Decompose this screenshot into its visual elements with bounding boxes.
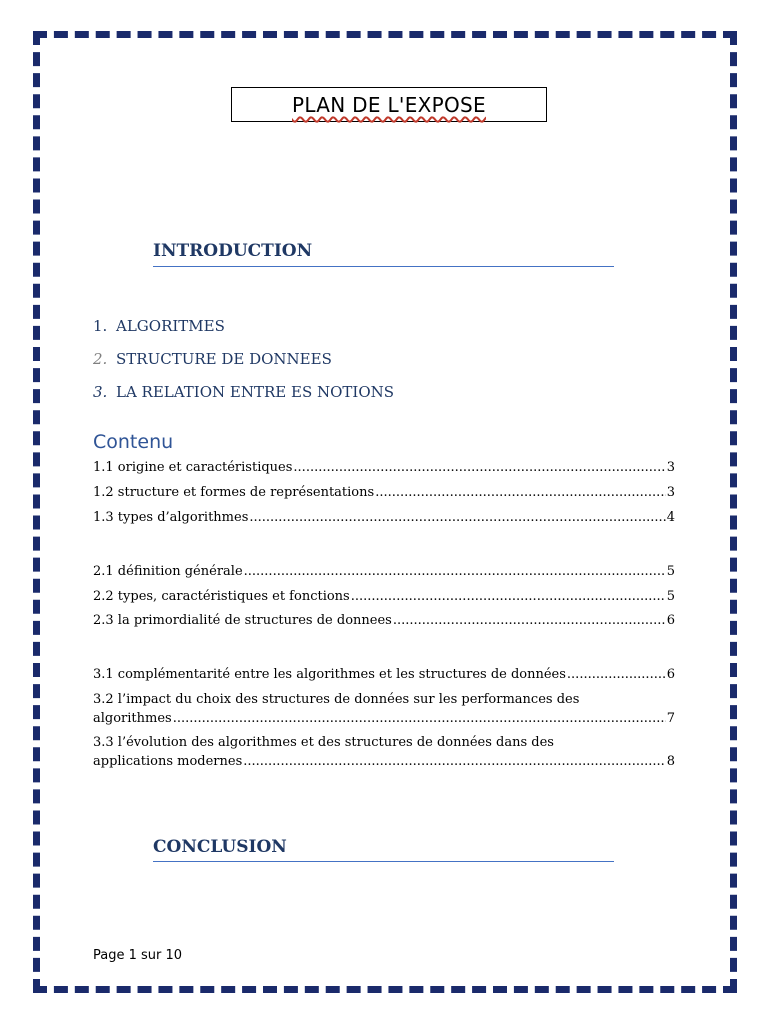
toc-entry[interactable] [93,665,675,684]
toc-entry[interactable] [93,562,675,581]
outline-item-3 [93,383,394,401]
toc-entry-label: 3.1 complémentarité entre les algorithmes et les structures de données [93,667,566,682]
page-title: PLAN DE L'EXPOSE [292,93,486,117]
introduction-rule [153,266,614,267]
toc-entry-page: 5 [666,564,675,579]
conclusion-heading: CONCLUSION [153,837,287,857]
toc-entry-label: applications modernes [93,754,243,769]
toc-entry[interactable] [93,587,675,606]
toc-entry[interactable] [93,733,675,771]
toc-entry-page: 3 [666,485,675,500]
outline-number: 3. [93,383,108,401]
toc-entry[interactable] [93,690,675,728]
toc-entry[interactable] [93,508,675,527]
toc-entry-page: 4 [666,510,675,525]
outline-number: 2. [93,350,108,368]
toc-entry-label: 2.1 définition générale [93,564,243,579]
toc-entry[interactable] [93,483,675,502]
toc-entry-line1: 3.2 l’impact du choix des structures de données sur les performances des [93,692,580,707]
page-footer: Page 1 sur 10 [93,948,183,963]
introduction-heading: INTRODUCTION [153,241,313,261]
toc-entry-page: 8 [666,754,675,769]
title-box [231,87,547,122]
toc-entry-page: 6 [666,613,675,628]
toc-entry-label: 1.3 types d’algorithmes [93,510,249,525]
outline-label: STRUCTURE DE DONNEES [116,350,332,368]
outline-label: ALGORITMES [116,317,225,335]
toc-entry-label: 2.3 la primordialité de structures de donnees [93,613,392,628]
toc-entry-page: 6 [666,667,675,682]
toc-heading: Contenu [93,431,174,453]
toc-entry-line1: 3.3 l’évolution des algorithmes et des structures de données dans des [93,735,554,750]
toc-entry[interactable] [93,458,675,477]
toc-entry-label: 1.1 origine et caractéristiques [93,460,293,475]
toc-entry-page: 7 [666,711,675,726]
toc-entry-page: 3 [666,460,675,475]
outline-item-1 [93,317,225,335]
outline-item-2 [93,350,332,368]
toc-entry-label: algorithmes [93,711,172,726]
outline-label: LA RELATION ENTRE ES NOTIONS [116,383,395,401]
toc-entry[interactable] [93,611,675,630]
toc-entry-label: 1.2 structure et formes de représentations [93,485,375,500]
conclusion-rule [153,861,614,862]
toc-entry-page: 5 [666,589,675,604]
toc-entry-label: 2.2 types, caractéristiques et fonctions [93,589,350,604]
outline-number: 1. [93,317,108,335]
